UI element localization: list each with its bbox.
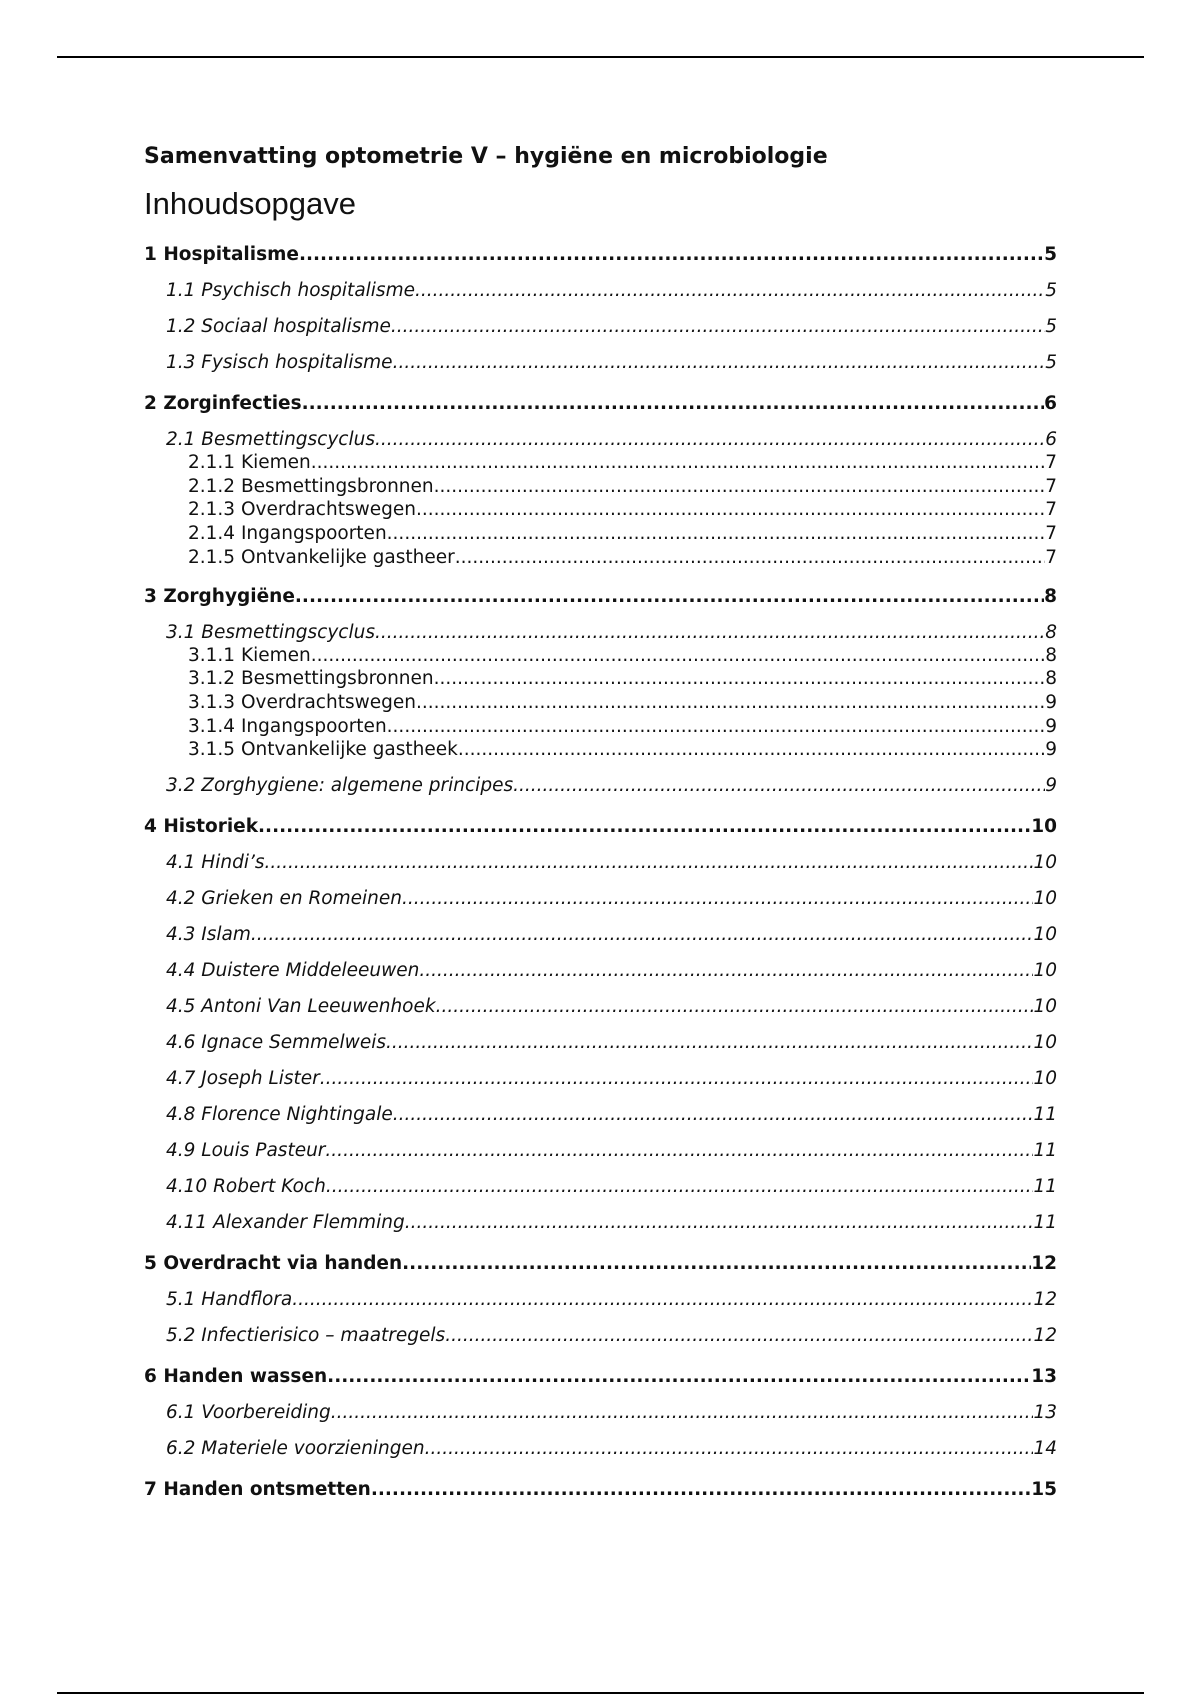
dot-leader (416, 498, 1045, 522)
toc-entry-label: 5 Overdracht via handen (144, 1253, 403, 1275)
dot-leader (299, 241, 1044, 269)
document-title: Samenvatting optometrie V – hygiëne en microbiologie (144, 144, 828, 169)
toc-entry-page: 12 (1031, 1253, 1057, 1275)
toc-entry-label: 3.1.3 Overdrachtswegen (188, 691, 416, 713)
toc-entry-page: 11 (1033, 1104, 1057, 1126)
toc-entry-page: 10 (1033, 996, 1057, 1018)
dot-leader (455, 546, 1045, 570)
toc-entry-label: 4.3 Islam (166, 924, 251, 946)
toc-entry-label: 2.1.5 Ontvankelijke gastheer (188, 546, 455, 568)
toc-entry-label: 2 Zorginfecties (144, 393, 302, 414)
toc-chapter-entry[interactable] (144, 1476, 1057, 1504)
toc-entry-page: 10 (1033, 852, 1057, 874)
dot-leader (375, 619, 1045, 647)
toc-section-entry[interactable] (144, 993, 1057, 1021)
toc-chapter-entry[interactable] (144, 1363, 1057, 1391)
toc-entry-page: 8 (1045, 668, 1057, 690)
toc-entry-page: 14 (1033, 1438, 1057, 1460)
dot-leader (258, 813, 1031, 841)
dot-leader (371, 1476, 1031, 1504)
dot-leader (311, 644, 1045, 668)
toc-entry-label: 6 Handen wassen (144, 1366, 328, 1388)
dot-leader (311, 451, 1045, 475)
toc-section-entry[interactable] (144, 1173, 1057, 1201)
toc-chapter (144, 1476, 1057, 1504)
toc-subsection-entry[interactable] (144, 451, 1057, 475)
toc-section-entry[interactable] (144, 1209, 1057, 1237)
toc-entry-page: 7 (1045, 475, 1057, 497)
toc-entry-page: 15 (1031, 1479, 1057, 1501)
toc-entry-label: 3.1.4 Ingangspoorten (188, 715, 387, 737)
toc-heading: Inhoudsopgave (144, 186, 357, 221)
toc-chapter (144, 1363, 1057, 1463)
toc-entry-page: 7 (1045, 499, 1057, 521)
toc-entry-page: 5 (1044, 244, 1057, 265)
toc-entry-page: 8 (1045, 621, 1057, 643)
toc-entry-page: 9 (1045, 691, 1057, 713)
table-of-contents (144, 241, 1057, 1504)
toc-subsection-entry[interactable] (144, 498, 1057, 522)
toc-entry-label: 5.2 Infectierisico – maatregels (166, 1325, 446, 1347)
dot-leader (402, 1250, 1031, 1278)
toc-entry-page: 5 (1045, 352, 1057, 373)
toc-entry-label: 1.1 Psychisch hospitalisme (166, 280, 415, 301)
toc-entry-label: 4.5 Antoni Van Leeuwenhoek (166, 996, 436, 1018)
dot-leader (436, 993, 1034, 1021)
toc-entry-label: 3.1.2 Besmettingsbronnen (188, 668, 434, 690)
dot-leader (425, 1435, 1034, 1463)
toc-section-entry[interactable] (144, 1399, 1057, 1427)
toc-entry-label: 1.2 Sociaal hospitalisme (166, 316, 391, 337)
toc-entry-label: 4.10 Robert Koch (166, 1176, 326, 1198)
toc-entry-label: 2.1.2 Besmettingsbronnen (188, 475, 434, 497)
toc-entry-page: 7 (1045, 546, 1057, 568)
dot-leader (419, 957, 1033, 985)
toc-entry-label: 4.4 Duistere Middeleeuwen (166, 960, 420, 982)
dot-leader (292, 1286, 1033, 1314)
toc-section-entry[interactable] (144, 349, 1057, 377)
toc-entry-label: 4.7 Joseph Lister (166, 1068, 320, 1090)
toc-section-entry[interactable] (144, 957, 1057, 985)
toc-entry-page: 8 (1045, 644, 1057, 666)
toc-section-entry[interactable] (144, 1322, 1057, 1350)
toc-section-entry[interactable] (144, 1065, 1057, 1093)
toc-entry-page: 9 (1045, 775, 1057, 797)
dot-leader (295, 583, 1044, 611)
toc-section-entry[interactable] (144, 1101, 1057, 1129)
dot-leader (387, 715, 1046, 739)
toc-section-entry[interactable] (144, 1137, 1057, 1165)
toc-entry-page: 12 (1033, 1325, 1057, 1347)
toc-chapter (144, 390, 1057, 570)
toc-section-entry[interactable] (144, 313, 1057, 341)
toc-entry-page: 10 (1033, 1068, 1057, 1090)
toc-chapter (144, 241, 1057, 377)
toc-entry-label: 4.1 Hindi’s (166, 852, 265, 874)
dot-leader (264, 849, 1033, 877)
toc-entry-page: 10 (1033, 1032, 1057, 1054)
toc-chapter-entry[interactable] (144, 813, 1057, 841)
toc-entry-page: 10 (1033, 924, 1057, 946)
toc-entry-page: 7 (1045, 452, 1057, 473)
toc-entry-page: 10 (1033, 888, 1057, 910)
dot-leader (251, 921, 1034, 949)
toc-entry-page: 11 (1033, 1176, 1057, 1198)
dot-leader (445, 1322, 1033, 1350)
toc-entry-page: 6 (1044, 393, 1057, 414)
toc-section-entry[interactable] (144, 1286, 1057, 1314)
toc-chapter-entry[interactable] (144, 241, 1057, 269)
toc-entry-label: 7 Handen ontsmetten (144, 1479, 371, 1501)
toc-entry-page: 10 (1033, 960, 1057, 982)
toc-entry-label: 3 Zorghygiëne (144, 585, 295, 607)
toc-entry-label: 4.11 Alexander Flemming (166, 1212, 405, 1234)
toc-section-entry[interactable] (144, 921, 1057, 949)
toc-entry-page: 7 (1045, 523, 1057, 545)
toc-entry-label: 2.1.4 Ingangspoorten (188, 523, 387, 545)
toc-entry-page: 12 (1033, 1289, 1057, 1311)
toc-chapter (144, 1250, 1057, 1350)
toc-chapter-entry[interactable] (144, 583, 1057, 611)
dot-leader (391, 313, 1045, 341)
dot-leader (513, 772, 1045, 800)
toc-entry-label: 3.2 Zorghygiene: algemene principes (166, 775, 514, 797)
toc-chapter-entry[interactable] (144, 390, 1057, 418)
dot-leader (393, 349, 1046, 377)
dot-leader (331, 1399, 1034, 1427)
toc-entry-page: 5 (1045, 280, 1057, 301)
dot-leader (434, 475, 1046, 499)
toc-subsection-entry[interactable] (144, 738, 1057, 762)
toc-subsection-entry[interactable] (144, 522, 1057, 546)
dot-leader (402, 885, 1033, 913)
toc-entry-label: 4.9 Louis Pasteur (166, 1140, 326, 1162)
footer-rule (57, 1692, 1144, 1694)
toc-entry-label: 5.1 Handflora (166, 1289, 293, 1311)
dot-leader (415, 277, 1045, 305)
toc-entry-label: 2.1 Besmettingscyclus (166, 429, 375, 450)
dot-leader (416, 691, 1045, 715)
toc-subsection-entry[interactable] (144, 667, 1057, 691)
toc-entry-label: 6.1 Voorbereiding (166, 1402, 331, 1424)
toc-subsection-entry[interactable] (144, 715, 1057, 739)
toc-entry-label: 1.3 Fysisch hospitalisme (166, 352, 393, 373)
toc-entry-label: 1 Hospitalisme (144, 244, 299, 265)
dot-leader (375, 426, 1045, 454)
toc-section-entry[interactable] (144, 849, 1057, 877)
toc-subsection-entry[interactable] (144, 691, 1057, 715)
dot-leader (326, 1173, 1034, 1201)
toc-entry-label: 6.2 Materiele voorzieningen (166, 1438, 425, 1460)
toc-subsection-entry[interactable] (144, 546, 1057, 570)
dot-leader (325, 1137, 1033, 1165)
dot-leader (387, 522, 1046, 546)
dot-leader (320, 1065, 1034, 1093)
toc-entry-label: 4.2 Grieken en Romeinen (166, 888, 403, 910)
toc-entry-page: 13 (1031, 1366, 1057, 1388)
dot-leader (302, 390, 1045, 418)
toc-subsection-entry[interactable] (144, 475, 1057, 499)
header-rule (57, 56, 1144, 58)
toc-section-entry[interactable] (144, 1029, 1057, 1057)
dot-leader (434, 667, 1046, 691)
dot-leader (458, 738, 1045, 762)
toc-entry-page: 13 (1033, 1402, 1057, 1424)
toc-entry-label: 2.1.1 Kiemen (188, 452, 311, 473)
toc-section-entry[interactable] (144, 1435, 1057, 1463)
toc-entry-page: 11 (1033, 1140, 1057, 1162)
dot-leader (327, 1363, 1031, 1391)
toc-entry-page: 9 (1045, 715, 1057, 737)
toc-entry-label: 4.8 Florence Nightingale (166, 1104, 393, 1126)
toc-section-entry[interactable] (144, 426, 1057, 454)
dot-leader (405, 1209, 1034, 1237)
toc-chapter-entry[interactable] (144, 1250, 1057, 1278)
toc-section-entry[interactable] (144, 772, 1057, 800)
toc-chapter (144, 813, 1057, 1237)
toc-entry-label: 2.1.3 Overdrachtswegen (188, 499, 416, 521)
toc-entry-page: 10 (1031, 816, 1057, 838)
toc-section-entry[interactable] (144, 277, 1057, 305)
toc-section-entry[interactable] (144, 885, 1057, 913)
toc-entry-label: 4 Historiek (144, 816, 259, 838)
toc-entry-page: 11 (1033, 1212, 1057, 1234)
toc-section-entry[interactable] (144, 619, 1057, 647)
toc-entry-page: 8 (1044, 585, 1057, 607)
toc-entry-page: 5 (1045, 316, 1057, 337)
toc-entry-page: 9 (1045, 739, 1057, 761)
dot-leader (393, 1101, 1034, 1129)
toc-chapter (144, 583, 1057, 801)
toc-subsection-entry[interactable] (144, 644, 1057, 668)
document-body (144, 142, 1057, 1504)
dot-leader (386, 1029, 1033, 1057)
toc-entry-label: 4.6 Ignace Semmelweis (166, 1032, 386, 1054)
toc-entry-label: 3.1 Besmettingscyclus (166, 621, 375, 643)
toc-entry-label: 3.1.5 Ontvankelijke gastheek (188, 739, 458, 761)
toc-entry-label: 3.1.1 Kiemen (188, 644, 311, 666)
toc-entry-page: 6 (1045, 429, 1057, 450)
